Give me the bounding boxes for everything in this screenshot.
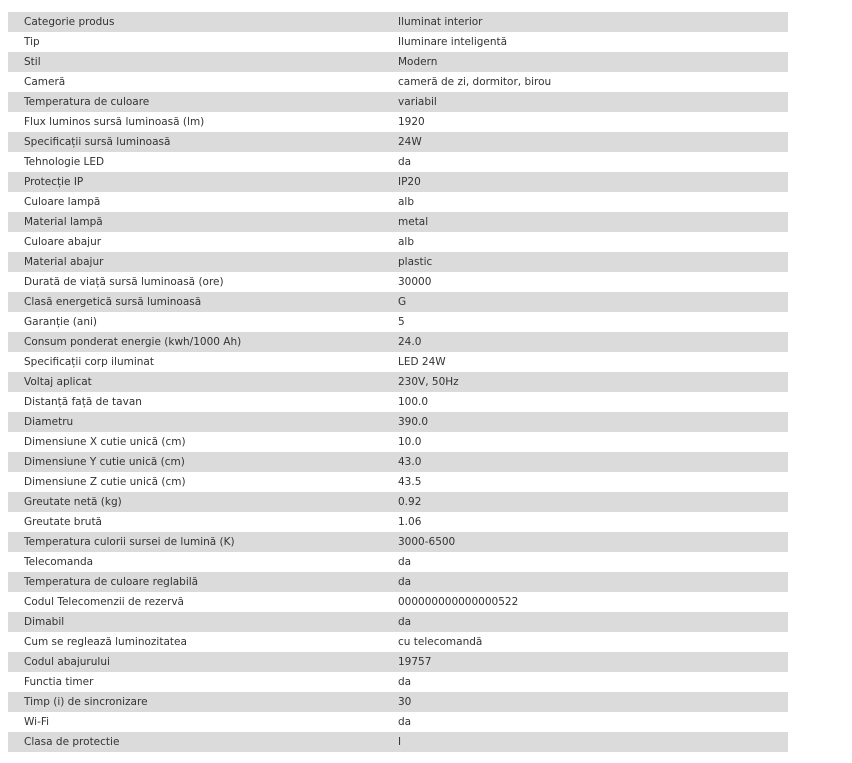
spec-value: metal	[398, 216, 429, 228]
spec-value: cu telecomandă	[398, 636, 483, 648]
spec-label: Dimabil	[24, 616, 65, 628]
spec-label: Tip	[24, 36, 40, 48]
spec-row	[8, 372, 788, 392]
spec-label: Material abajur	[24, 256, 104, 268]
spec-label: Greutate netă (kg)	[24, 496, 122, 508]
spec-value: 10.0	[398, 436, 422, 448]
spec-value: G	[398, 296, 407, 308]
spec-value: 24.0	[398, 336, 422, 348]
spec-label: Greutate brută	[24, 516, 102, 528]
spec-row	[8, 452, 788, 472]
spec-row	[8, 552, 788, 572]
spec-value: alb	[398, 196, 415, 208]
spec-value: da	[398, 156, 412, 168]
spec-value: 5	[398, 316, 405, 328]
spec-row	[8, 212, 788, 232]
spec-row	[8, 292, 788, 312]
spec-row	[8, 332, 788, 352]
spec-row	[8, 732, 788, 752]
spec-value: variabil	[398, 96, 437, 108]
spec-label: Flux luminos sursă luminoasă (lm)	[24, 116, 205, 128]
spec-row	[8, 232, 788, 252]
spec-row	[8, 252, 788, 272]
spec-row	[8, 632, 788, 652]
spec-row	[8, 52, 788, 72]
spec-label: Cum se reglează luminozitatea	[24, 636, 187, 648]
spec-row	[8, 612, 788, 632]
spec-value: Modern	[398, 56, 438, 68]
spec-label: Functia timer	[24, 676, 94, 688]
spec-row	[8, 572, 788, 592]
spec-row	[8, 12, 788, 32]
spec-row	[8, 192, 788, 212]
spec-value: da	[398, 556, 412, 568]
spec-label: Specificații corp iluminat	[24, 356, 154, 368]
spec-value: Iluminat interior	[398, 16, 483, 28]
spec-label: Garanție (ani)	[24, 316, 98, 328]
spec-value: 3000-6500	[398, 536, 456, 548]
spec-row	[8, 412, 788, 432]
spec-value: cameră de zi, dormitor, birou	[398, 76, 552, 88]
spec-value: da	[398, 616, 412, 628]
spec-value: 30	[398, 696, 412, 708]
specifications-table-body	[8, 12, 788, 752]
spec-label: Stil	[24, 56, 41, 68]
spec-row	[8, 472, 788, 492]
spec-label: Temperatura de culoare	[24, 96, 150, 108]
spec-label: Timp (i) de sincronizare	[24, 696, 148, 708]
spec-value: I	[398, 736, 402, 748]
spec-label: Dimensiune X cutie unică (cm)	[24, 436, 186, 448]
spec-row	[8, 92, 788, 112]
spec-row	[8, 272, 788, 292]
spec-value: da	[398, 576, 412, 588]
spec-label: Cameră	[24, 76, 66, 88]
spec-label: Categorie produs	[24, 16, 115, 28]
spec-value: da	[398, 716, 412, 728]
spec-label: Temperatura de culoare reglabilă	[24, 576, 199, 588]
spec-label: Tehnologie LED	[24, 156, 105, 168]
spec-row	[8, 32, 788, 52]
spec-value: 43.5	[398, 476, 422, 488]
spec-row	[8, 692, 788, 712]
spec-label: Protecție IP	[24, 176, 84, 188]
spec-row	[8, 392, 788, 412]
spec-label: Material lampă	[24, 216, 103, 228]
spec-row	[8, 312, 788, 332]
spec-value: alb	[398, 236, 415, 248]
spec-value: Iluminare inteligentă	[398, 36, 508, 48]
spec-value: 0.92	[398, 496, 422, 508]
spec-label: Clasă energetică sursă luminoasă	[24, 296, 202, 308]
spec-value: 43.0	[398, 456, 422, 468]
spec-label: Codul abajurului	[24, 656, 110, 668]
spec-row	[8, 532, 788, 552]
spec-label: Voltaj aplicat	[24, 376, 92, 388]
spec-label: Dimensiune Y cutie unică (cm)	[24, 456, 185, 468]
spec-value: LED 24W	[398, 356, 446, 368]
spec-row	[8, 492, 788, 512]
spec-row	[8, 352, 788, 372]
spec-label: Specificații sursă luminoasă	[24, 136, 171, 148]
spec-value: 1.06	[398, 516, 422, 528]
spec-label: Culoare abajur	[24, 236, 102, 248]
spec-row	[8, 172, 788, 192]
spec-row	[8, 152, 788, 172]
spec-value: IP20	[398, 176, 421, 188]
spec-value: da	[398, 676, 412, 688]
spec-row	[8, 592, 788, 612]
spec-value: 24W	[398, 136, 422, 148]
spec-label: Diametru	[24, 416, 74, 428]
spec-label: Clasa de protectie	[24, 736, 120, 748]
spec-row	[8, 132, 788, 152]
spec-label: Durată de viață sursă luminoasă (ore)	[24, 276, 224, 288]
spec-label: Telecomanda	[24, 556, 94, 568]
spec-value: 19757	[398, 656, 432, 668]
spec-value: 1920	[398, 116, 425, 128]
spec-label: Codul Telecomenzii de rezervă	[24, 596, 184, 608]
spec-row	[8, 112, 788, 132]
spec-label: Dimensiune Z cutie unică (cm)	[24, 476, 186, 488]
spec-row	[8, 672, 788, 692]
spec-row	[8, 72, 788, 92]
spec-value: 000000000000000522	[398, 596, 519, 608]
specifications-table	[8, 12, 788, 752]
spec-row	[8, 652, 788, 672]
spec-value: 30000	[398, 276, 432, 288]
spec-value: plastic	[398, 256, 433, 268]
spec-label: Wi-Fi	[24, 716, 50, 728]
spec-value: 390.0	[398, 416, 429, 428]
spec-value: 100.0	[398, 396, 429, 408]
spec-label: Distanță față de tavan	[24, 396, 142, 408]
spec-row	[8, 432, 788, 452]
spec-label: Culoare lampă	[24, 196, 101, 208]
spec-value: 230V, 50Hz	[398, 376, 459, 388]
spec-row	[8, 712, 788, 732]
spec-label: Temperatura culorii sursei de lumină (K)	[24, 536, 235, 548]
spec-row	[8, 512, 788, 532]
spec-label: Consum ponderat energie (kwh/1000 Ah)	[24, 336, 242, 348]
